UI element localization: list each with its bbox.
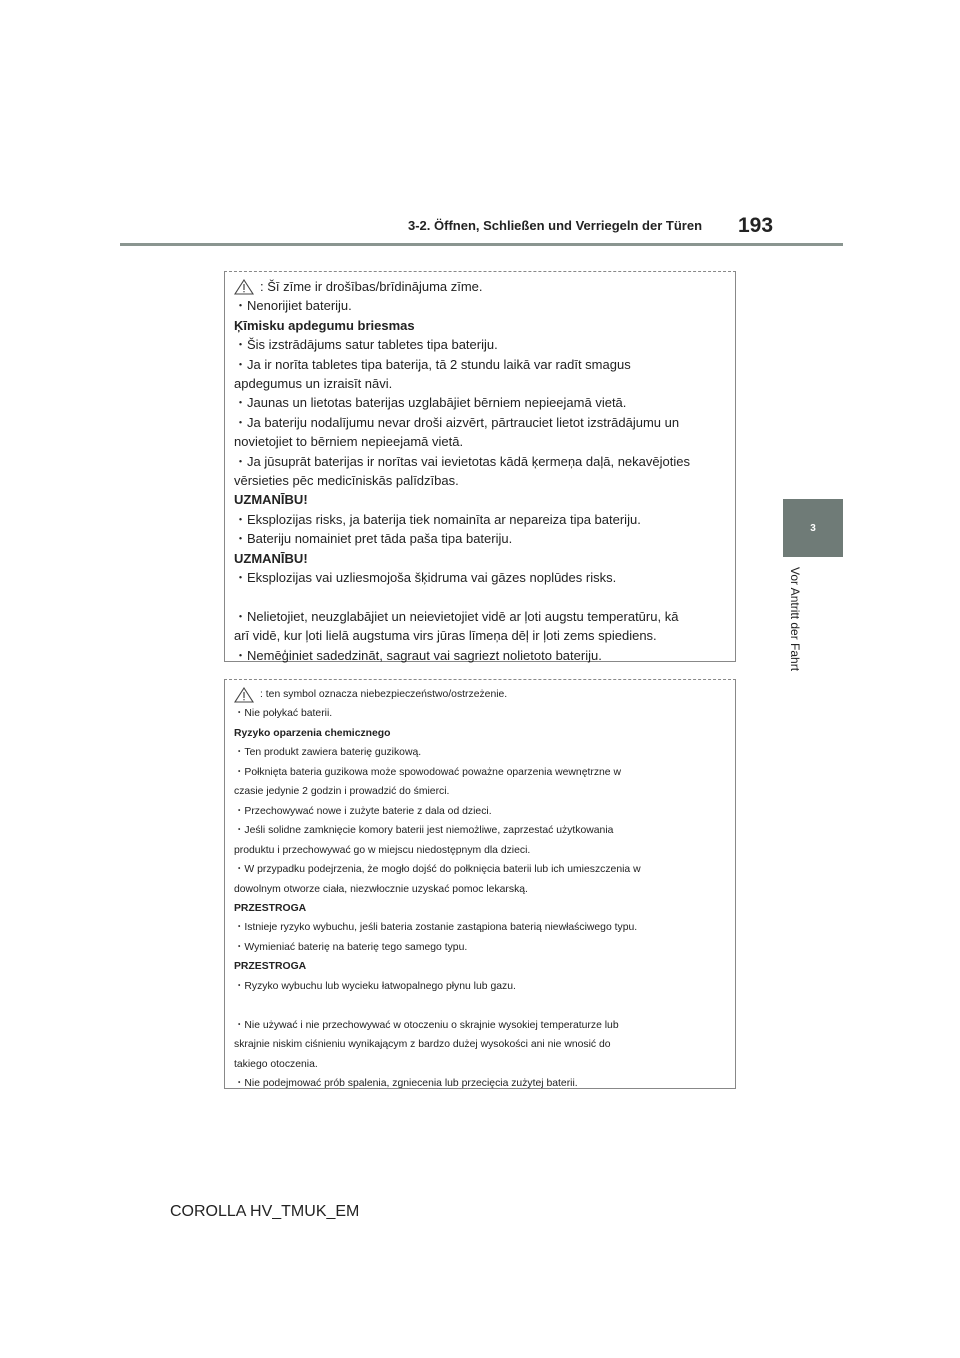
blank-line — [234, 996, 735, 1015]
text-line: ・Jaunas un lietotas baterijas uzglabājiet bērniem nepieejamā vietā. — [234, 395, 627, 411]
text-line: ・Nenorijiet bateriju. — [234, 298, 352, 314]
section-title: 3-2. Öffnen, Schließen und Verriegeln der Türen — [408, 218, 703, 233]
warning-symbol-text: : Šī zīme ir drošības/brīdinājuma zīme. — [260, 279, 483, 294]
text-line: ・Ja bateriju nodalījumu nevar droši aizvērt, pārtrauciet lietot izstrādājumu un — [234, 414, 680, 430]
text-line: vērsieties pēc medicīniskās palīdzības. — [234, 473, 459, 489]
text-line: ・Eksplozijas risks, ja baterija tiek nomainīta ar nepareiza tipa bateriju. — [234, 511, 641, 527]
model-code: COROLLA HV_TMUK_EM — [170, 1203, 360, 1220]
warning-symbol-row — [234, 685, 735, 704]
text-line: ・Nemēģiniet sadedzināt, sagraut vai sagriezt nolietoto bateriju. — [234, 647, 602, 663]
text-line: ・Ryzyko wybuchu lub wycieku łatwopalnego płynu lub gazu. — [234, 980, 516, 992]
heading-line: Ķīmisku apdegumu briesmas — [234, 317, 415, 333]
warning-triangle-icon — [234, 687, 254, 703]
text-line: ・Przechowywać nowe i zużyte baterie z dala od dzieci. — [234, 805, 492, 817]
chapter-label: Vor Antritt der Fahrt — [788, 567, 802, 672]
text-line: novietojiet to bērniem nepieejamā vietā. — [234, 434, 464, 450]
text-line: arī vidē, kur ļoti lielā augstuma virs jūras līmeņa dēļ ir ļoti zems spiediens. — [234, 628, 657, 644]
text-line: apdegumus un izraisīt nāvi. — [234, 376, 393, 392]
warning-symbol-row — [234, 277, 735, 296]
text-line: czasie jedynie 2 godzin i prowadzić do śmierci. — [234, 786, 450, 798]
text-line: ・Nie podejmować prób spalenia, zgniecenia lub przecięcia zużytej baterii. — [234, 1078, 578, 1090]
warning-symbol-text: : ten symbol oznacza niebezpieczeństwo/ostrzeżenie. — [260, 689, 508, 700]
text-line: produktu i przechowywać go w miejscu niedostępnym dla dzieci. — [234, 844, 531, 856]
text-line: ・Ten produkt zawiera baterię guzikową. — [234, 747, 422, 759]
text-line: ・Jeśli solidne zamknięcie komory baterii jest niemożliwe, zaprzestać użytkowania — [234, 825, 614, 837]
heading-line: PRZESTROGA — [234, 902, 307, 914]
heading-line: UZMANĪBU! — [234, 550, 308, 566]
warning-box-latvian — [224, 271, 736, 662]
text-line: ・Nie używać i nie przechowywać w otoczeniu o skrajnie wysokiej temperaturze lub — [234, 1019, 619, 1031]
text-line: ・Ja ir norīta tabletes tipa baterija, tā 2 stundu laikā var radīt smagus — [234, 356, 631, 372]
heading-line: PRZESTROGA — [234, 961, 307, 973]
heading-line: Ryzyko oparzenia chemicznego — [234, 727, 391, 739]
text-line: ・Šis izstrādājums satur tabletes tipa bateriju. — [234, 337, 498, 353]
text-line: dowolnym otworze ciała, niezwłocznie uzyskać pomoc lekarską. — [234, 883, 528, 895]
heading-line: UZMANĪBU! — [234, 492, 308, 508]
page-number: 193 — [738, 214, 774, 237]
text-line: ・Nie połykać baterii. — [234, 708, 333, 720]
text-line: ・Bateriju nomainiet pret tāda paša tipa bateriju. — [234, 531, 513, 547]
text-line: ・Nelietojiet, neuzglabājiet un neievietojiet vidē ar ļoti augstu temperatūru, kā — [234, 608, 679, 624]
blank-line — [234, 588, 735, 607]
text-line: skrajnie niskim ciśnieniu wynikającym z bardzo dużej wysokości ani nie wnosić do — [234, 1039, 611, 1051]
text-line: ・Wymieniać baterię na baterię tego samego typu. — [234, 941, 468, 953]
text-line: ・Eksplozijas vai uzliesmojoša šķidruma vai gāzes noplūdes risks. — [234, 570, 617, 586]
text-line: ・W przypadku podejrzenia, że mogło dojść do połknięcia baterii lub ich umieszczenia w — [234, 864, 641, 876]
warning-box-polish — [224, 679, 736, 1089]
text-line: ・Połknięta bateria guzikowa może spowodować poważne oparzenia wewnętrzne w — [234, 766, 621, 778]
chapter-number: 3 — [810, 522, 816, 534]
text-line: takiego otoczenia. — [234, 1058, 318, 1070]
chapter-tab — [783, 499, 843, 557]
text-line: ・Ja jūsuprāt baterijas ir norītas vai ievietotas kādā ķermeņa daļā, nekavējoties — [234, 453, 690, 469]
text-line: ・Istnieje ryzyko wybuchu, jeśli bateria zostanie zastąpiona baterią niewłaściwego typu. — [234, 922, 638, 934]
warning-triangle-icon — [234, 279, 254, 295]
header-divider — [120, 243, 843, 246]
